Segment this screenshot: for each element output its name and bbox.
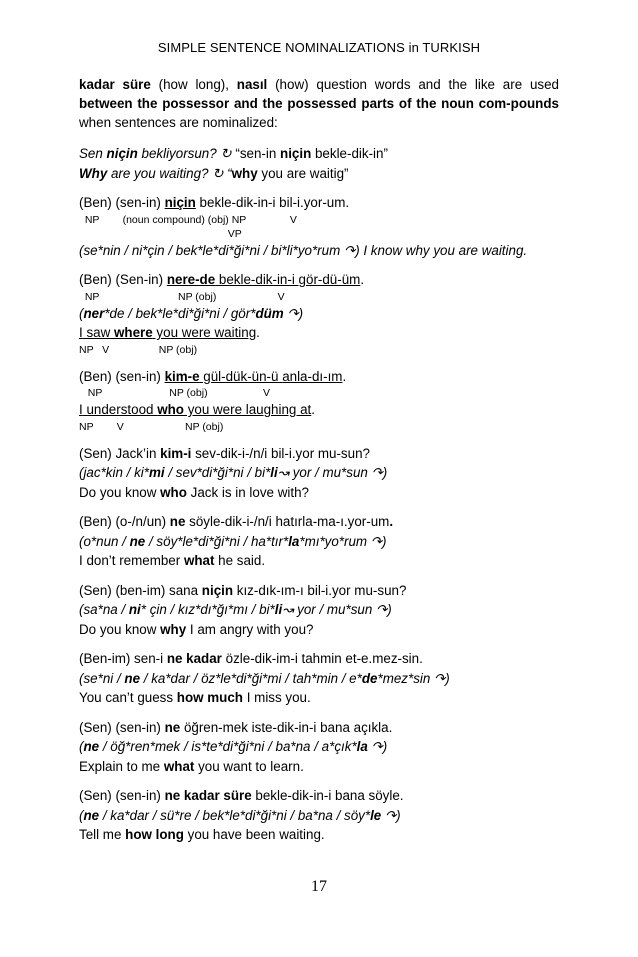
ex10-l2b: ne <box>83 807 100 823</box>
ex4-english-line <box>79 400 559 420</box>
ex8-l2d: de <box>361 670 378 686</box>
ex3-syllable-line <box>79 304 559 324</box>
ex6-turkish-line <box>79 512 559 532</box>
term-kadar-sure: kadar süre <box>79 77 151 92</box>
ex7-english-line <box>79 620 559 640</box>
ex8-l2c: / ka*dar / öz*le*di*ği*mi / tah*min / e* <box>140 670 362 686</box>
example-9 <box>79 718 559 777</box>
ex2-turkish-line <box>79 193 559 213</box>
ex10-english-line <box>79 825 559 845</box>
ex9-syllable-line <box>79 737 559 757</box>
ex5-l1c: sev-dik-i-/n/i bil-i.yor mu-sun? <box>191 445 370 461</box>
ex8-l2e: *mez*sin ↷) <box>377 670 450 686</box>
ex8-l2b: ne <box>124 670 141 686</box>
ex5-l3b: who <box>160 484 187 500</box>
ex3-l2b: ner <box>83 305 105 321</box>
ex3-l1e: . <box>360 272 365 287</box>
ex10-l2d: le <box>370 807 382 823</box>
ex5-syllable-line <box>79 463 559 483</box>
ex6-l1a: (Ben) (o-/n/un) <box>79 514 170 529</box>
ex3-l1a: (Ben) (Sen-in) <box>79 272 167 287</box>
ex7-l2b: ni <box>128 602 141 617</box>
intro-text-3: when sentences are nominalized: <box>79 115 278 130</box>
example-5 <box>79 444 559 503</box>
ex7-syllable-line <box>79 600 559 620</box>
ex4-l1c: gül-dük-ün-ü <box>199 368 283 384</box>
ex5-l2a: (jac*kin / ki* <box>79 465 149 480</box>
ex8-english-line <box>79 688 559 708</box>
ex7-l1c: kız-dık-ım-ı bil-i.yor mu-sun? <box>233 582 407 598</box>
ex8-syllable-line <box>79 669 559 689</box>
ex6-syllable-line <box>79 532 559 552</box>
ex4-l2c: who <box>157 402 184 417</box>
ex8-l1c: özle-dik-im-i tahmin et-e.mez-sin. <box>221 651 423 666</box>
ex2-tag-line-1: NP (noun compound) (obj) NP V <box>79 213 297 226</box>
ex9-turkish-line <box>79 718 559 738</box>
ex4-l2d: you were laughing at <box>183 402 312 417</box>
ex3-l3a: I <box>79 325 83 340</box>
ex6-english-line <box>79 551 559 571</box>
ex7-l1a: (Sen) (ben-im) sana <box>79 582 202 598</box>
ex5-l3a: Do you know <box>79 484 161 500</box>
intro-text-1: (how long), <box>150 77 237 92</box>
ex3-tag-line-1: NP NP (obj) V <box>79 290 285 303</box>
ex5-turkish-line <box>79 444 559 464</box>
ex8-l3c: I miss you. <box>243 690 311 705</box>
ex3-l2d: düm <box>255 305 284 321</box>
ex8-l2a: (se*ni / <box>79 670 125 686</box>
ex7-turkish-line <box>79 581 559 601</box>
example-10 <box>79 786 559 845</box>
ex9-l2e: ↷) <box>367 739 388 754</box>
ex10-l3c: you have been waiting. <box>183 827 325 842</box>
intro-text-2: (how) question words and the like are used <box>267 77 559 92</box>
ex9-l1c: öğren-mek iste-dik-in-i bana açıkla. <box>180 719 393 735</box>
ex10-l3b: how long <box>125 827 184 842</box>
ex10-l1a: (Sen) (sen-in) <box>79 788 165 803</box>
ex9-l1b: ne <box>164 719 181 735</box>
ex5-english-line <box>79 483 559 503</box>
ex1-a5: niçin <box>280 146 312 161</box>
ex5-l3c: Jack is in love with? <box>186 484 309 500</box>
ex7-l2c: * çin / kız*dı*ğı*mı / bi* <box>140 602 275 617</box>
ex10-l1b: ne kadar süre <box>164 788 252 803</box>
ex4-l1e: . <box>342 368 347 384</box>
ex6-l2e: *mı*yo*rum ↷) <box>299 533 387 549</box>
ex3-l1b: nere-de <box>166 272 216 287</box>
example-7 <box>79 581 559 640</box>
ex9-english-line <box>79 757 559 777</box>
ex3-l2a: ( <box>79 305 84 321</box>
ex2-tag-line-2: VP <box>79 227 242 240</box>
ex10-turkish-line <box>79 786 559 806</box>
ex3-english-line <box>79 323 559 343</box>
ex8-l3b: how much <box>176 690 243 705</box>
ex3-l2e: ↷) <box>283 305 304 321</box>
ex3-l3d: you were waiting <box>152 325 257 340</box>
ex1-a4: “sen-in <box>235 146 281 161</box>
ex3-l3c: where <box>114 325 153 340</box>
ex6-l3b: what <box>183 553 215 568</box>
ex6-l3a: I don’t remember <box>79 553 184 568</box>
ex9-l2a: ( <box>79 739 84 754</box>
ex2-syllable-line: (se*nin / ni*çin / bek*le*di*ği*ni / bi*li*yo*rum ↷) I know why you are waiting. <box>79 242 528 258</box>
ex7-l3a: Do you know <box>79 621 161 637</box>
ex4-l2b: understood <box>82 402 158 417</box>
ex2-l1c: bekle-dik-in-i bil-i.yor-um. <box>195 195 350 210</box>
running-header: SIMPLE SENTENCE NOMINALIZATIONS in TURKISH <box>157 40 481 55</box>
ex6-l2b: ne <box>129 533 146 549</box>
ex4-turkish-line <box>79 367 559 387</box>
ex5-l2c: / sev*di*ği*ni / bi* <box>164 465 271 480</box>
ex3-l3b: saw <box>82 325 114 340</box>
ex5-l2d: li <box>270 465 278 480</box>
ex2-l1a: (Ben) (sen-in) <box>79 195 165 210</box>
ex3-turkish-line <box>79 270 559 290</box>
ex4-l2a: I <box>79 402 83 417</box>
intro-paragraph <box>79 75 559 132</box>
ex10-l2e: ↷) <box>381 807 401 823</box>
ex10-syllable-line <box>79 806 559 826</box>
ex7-l2a: (sa*na / <box>79 602 129 617</box>
ex9-l2b: ne <box>83 739 100 754</box>
ex9-l2d: la <box>356 739 368 754</box>
ex6-l2a: (o*nun / <box>79 533 130 549</box>
ex1-english-line <box>79 164 559 184</box>
ex7-l2e: ↝ yor / mu*sun ↷) <box>282 602 392 617</box>
ex1-b1: Why <box>79 165 108 181</box>
ex8-l1a: (Ben-im) sen-i <box>79 651 167 666</box>
intro-bold-phrase: between the possessor and the possessed parts of the noun com-pounds <box>79 96 559 111</box>
example-1 <box>79 144 559 183</box>
ex9-l3b: what <box>163 758 195 774</box>
ex6-l1b: ne <box>169 514 186 529</box>
page-number: 17 <box>311 878 327 895</box>
ex10-l2a: ( <box>79 807 84 823</box>
ex4-l1a: (Ben) (sen-in) <box>79 368 165 384</box>
ex1-a6: bekle-dik-in” <box>311 146 388 161</box>
ex6-l1d: . <box>389 514 394 529</box>
ex9-l1a: (Sen) (sen-in) <box>79 719 165 735</box>
ex1-a2: niçin <box>106 146 138 161</box>
ex3-l3e: . <box>256 325 260 340</box>
ex1-b2: are you waiting? ↻ “ <box>107 165 232 181</box>
ex3-l2c: *de / bek*le*di*ği*ni / gör* <box>104 305 256 321</box>
ex3-l1d: gör-dü-üm <box>298 272 361 287</box>
ex3-tag-line-2: NP V NP (obj) <box>79 343 198 356</box>
ex4-tag-line-2: NP V NP (obj) <box>79 420 224 433</box>
ex10-l1c: bekle-dik-in-i bana söyle. <box>251 788 404 803</box>
ex6-l2d: la <box>288 533 300 549</box>
ex9-l3a: Explain to me <box>79 758 164 774</box>
page-body <box>79 75 559 845</box>
example-8 <box>79 649 559 708</box>
ex4-tag-line-1: NP NP (obj) V <box>79 387 270 399</box>
ex3-l1c: bekle-dik-in-i <box>215 272 299 287</box>
example-2 <box>79 193 559 260</box>
ex7-l1b: niçin <box>201 582 234 598</box>
ex2-l1b: niçin <box>164 195 196 210</box>
ex4-l2e: . <box>311 402 315 417</box>
example-4 <box>79 367 559 434</box>
ex8-turkish-line <box>79 649 559 669</box>
ex10-l3a: Tell me <box>79 827 126 842</box>
ex1-a3: bekliyorsun? ↻ <box>137 146 236 161</box>
term-nasil: nasıl <box>236 77 268 92</box>
ex8-l3a: You can’t guess <box>79 690 177 705</box>
ex7-l3b: why <box>160 621 187 637</box>
ex10-l2c: / ka*dar / sü*re / bek*le*di*ği*ni / ba*na / söy* <box>99 807 371 823</box>
ex1-b4: you are waitig” <box>257 165 349 181</box>
ex1-turkish-line <box>79 144 559 164</box>
ex6-l1c: söyle-dik-i-/n/i hatırla-ma-ı.yor-um <box>185 514 390 529</box>
ex5-l2e: ↝ yor / mu*sun ↷) <box>277 465 388 480</box>
ex6-l2c: / söy*le*di*ği*ni / ha*tır* <box>145 533 289 549</box>
ex4-l1d: anla-dı-ım <box>282 368 343 384</box>
ex6-l3c: he said. <box>214 553 266 568</box>
example-6 <box>79 512 559 571</box>
ex9-l3c: you want to learn. <box>194 758 304 774</box>
ex4-l1b: kim-e <box>164 368 200 384</box>
ex5-l1a: (Sen) Jack’in <box>79 445 161 461</box>
ex9-l2c: / öğ*ren*mek / is*te*di*ği*ni / ba*na / a*çık* <box>99 739 357 754</box>
example-3 <box>79 270 559 357</box>
ex5-l1b: kim-i <box>160 445 192 461</box>
ex7-l2d: li <box>274 602 283 617</box>
ex8-l1b: ne kadar <box>166 651 222 666</box>
ex7-l3c: I am angry with you? <box>186 621 314 637</box>
ex1-a1: Sen <box>79 146 107 161</box>
ex1-b3: why <box>231 165 258 181</box>
ex5-l2b: mi <box>148 465 165 480</box>
